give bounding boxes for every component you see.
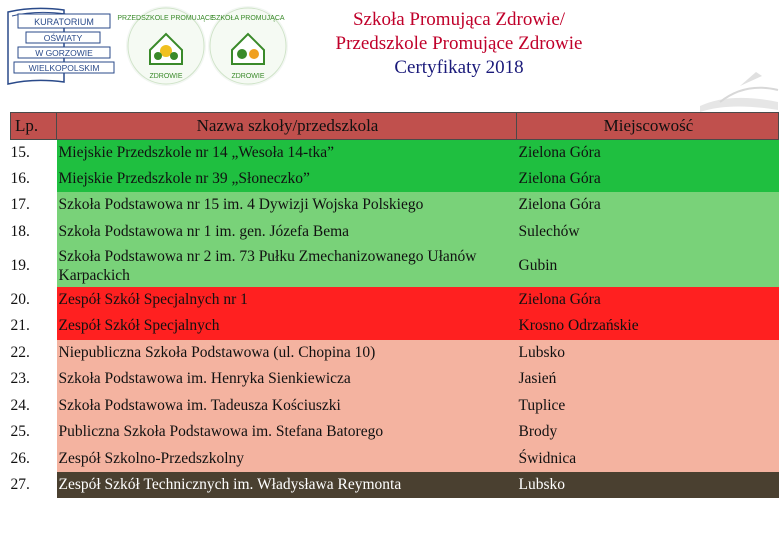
- title-line-3: Certyfikaty 2018: [394, 57, 524, 78]
- row-city: Krosno Odrzańskie: [517, 313, 779, 340]
- row-lp: 19.: [11, 245, 57, 287]
- row-city: Świdnica: [517, 446, 779, 472]
- table-row: [11, 287, 779, 313]
- przedszkole-badge-logo: [117, 6, 215, 86]
- logo1-line2: OŚWIATY: [43, 33, 83, 43]
- row-city: Zielona Góra: [517, 287, 779, 313]
- row-city: Gubin: [517, 245, 779, 287]
- row-lp: 24.: [11, 393, 57, 419]
- header-city: Miejscowość: [517, 113, 779, 140]
- table-row: [11, 472, 779, 498]
- certificates-table: [10, 112, 779, 498]
- row-name: Szkoła Podstawowa im. Henryka Sienkiewicza: [57, 366, 517, 393]
- row-city: Lubsko: [517, 472, 779, 498]
- row-city: Brody: [517, 419, 779, 446]
- row-name: Niepubliczna Szkoła Podstawowa (ul. Chopina 10): [57, 340, 517, 366]
- row-lp: 16.: [11, 166, 57, 192]
- row-city: Zielona Góra: [517, 192, 779, 219]
- row-name: Zespół Szkolno-Przedszkolny: [57, 446, 517, 472]
- badge1-line1: PRZEDSZKOLE PROMUJĄCE: [117, 15, 215, 22]
- row-name: Zespół Szkół Technicznych im. Władysława Reymonta: [57, 472, 517, 498]
- logo1-line1: KURATORIUM: [34, 17, 94, 27]
- logo1-line4: WIELKOPOLSKIM: [28, 63, 100, 73]
- header-name: Nazwa szkoły/przedszkola: [57, 113, 517, 140]
- header-lp: Lp.: [11, 113, 57, 140]
- row-name: Miejskie Przedszkole nr 14 „Wesoła 14-tka”: [57, 140, 517, 166]
- table-row: [11, 366, 779, 393]
- kuratorium-logo: [4, 4, 116, 88]
- row-name: Szkoła Podstawowa nr 15 im. 4 Dywizji Wojska Polskiego: [57, 192, 517, 219]
- table-row: [11, 219, 779, 245]
- row-lp: 26.: [11, 446, 57, 472]
- table-row: [11, 340, 779, 366]
- row-lp: 22.: [11, 340, 57, 366]
- table-row: [11, 393, 779, 419]
- table-row: [11, 419, 779, 446]
- row-city: Jasień: [517, 366, 779, 393]
- badge2-line2: ZDROWIE: [231, 73, 265, 80]
- row-city: Sulechów: [517, 219, 779, 245]
- badge1-line2: ZDROWIE: [149, 73, 183, 80]
- title-line-1: Szkoła Promująca Zdrowie/: [352, 9, 566, 30]
- table-row: [11, 245, 779, 287]
- logo1-line3: W GORZOWIE: [35, 48, 93, 58]
- badge2-line1: SZKOŁA PROMUJĄCA: [211, 15, 285, 22]
- row-city: Lubsko: [517, 340, 779, 366]
- row-city: Zielona Góra: [517, 166, 779, 192]
- table-row: [11, 313, 779, 340]
- row-lp: 20.: [11, 287, 57, 313]
- row-name: Szkoła Podstawowa nr 2 im. 73 Pułku Zmechanizowanego Ułanów Karpackich: [57, 245, 517, 287]
- row-lp: 23.: [11, 366, 57, 393]
- table-row: [11, 166, 779, 192]
- row-name: Miejskie Przedszkole nr 39 „Słoneczko”: [57, 166, 517, 192]
- row-lp: 15.: [11, 140, 57, 166]
- table-row: [11, 446, 779, 472]
- open-book-icon: [690, 62, 780, 112]
- row-lp: 17.: [11, 192, 57, 219]
- row-city: Tuplice: [517, 393, 779, 419]
- row-lp: 18.: [11, 219, 57, 245]
- row-name: Szkoła Podstawowa im. Tadeusza Kościuszki: [57, 393, 517, 419]
- row-name: Zespół Szkół Specjalnych: [57, 313, 517, 340]
- row-lp: 21.: [11, 313, 57, 340]
- szkola-badge-logo: [208, 6, 288, 86]
- page-title: [300, 8, 618, 80]
- table-header-row: [11, 113, 779, 140]
- row-name: Zespół Szkół Specjalnych nr 1: [57, 287, 517, 313]
- title-line-2: Przedszkole Promujące Zdrowie: [335, 33, 583, 54]
- row-name: Publiczna Szkoła Podstawowa im. Stefana Batorego: [57, 419, 517, 446]
- row-lp: 25.: [11, 419, 57, 446]
- row-name: Szkoła Podstawowa nr 1 im. gen. Józefa Bema: [57, 219, 517, 245]
- table-row: [11, 192, 779, 219]
- row-lp: 27.: [11, 472, 57, 498]
- table-row: [11, 140, 779, 166]
- row-city: Zielona Góra: [517, 140, 779, 166]
